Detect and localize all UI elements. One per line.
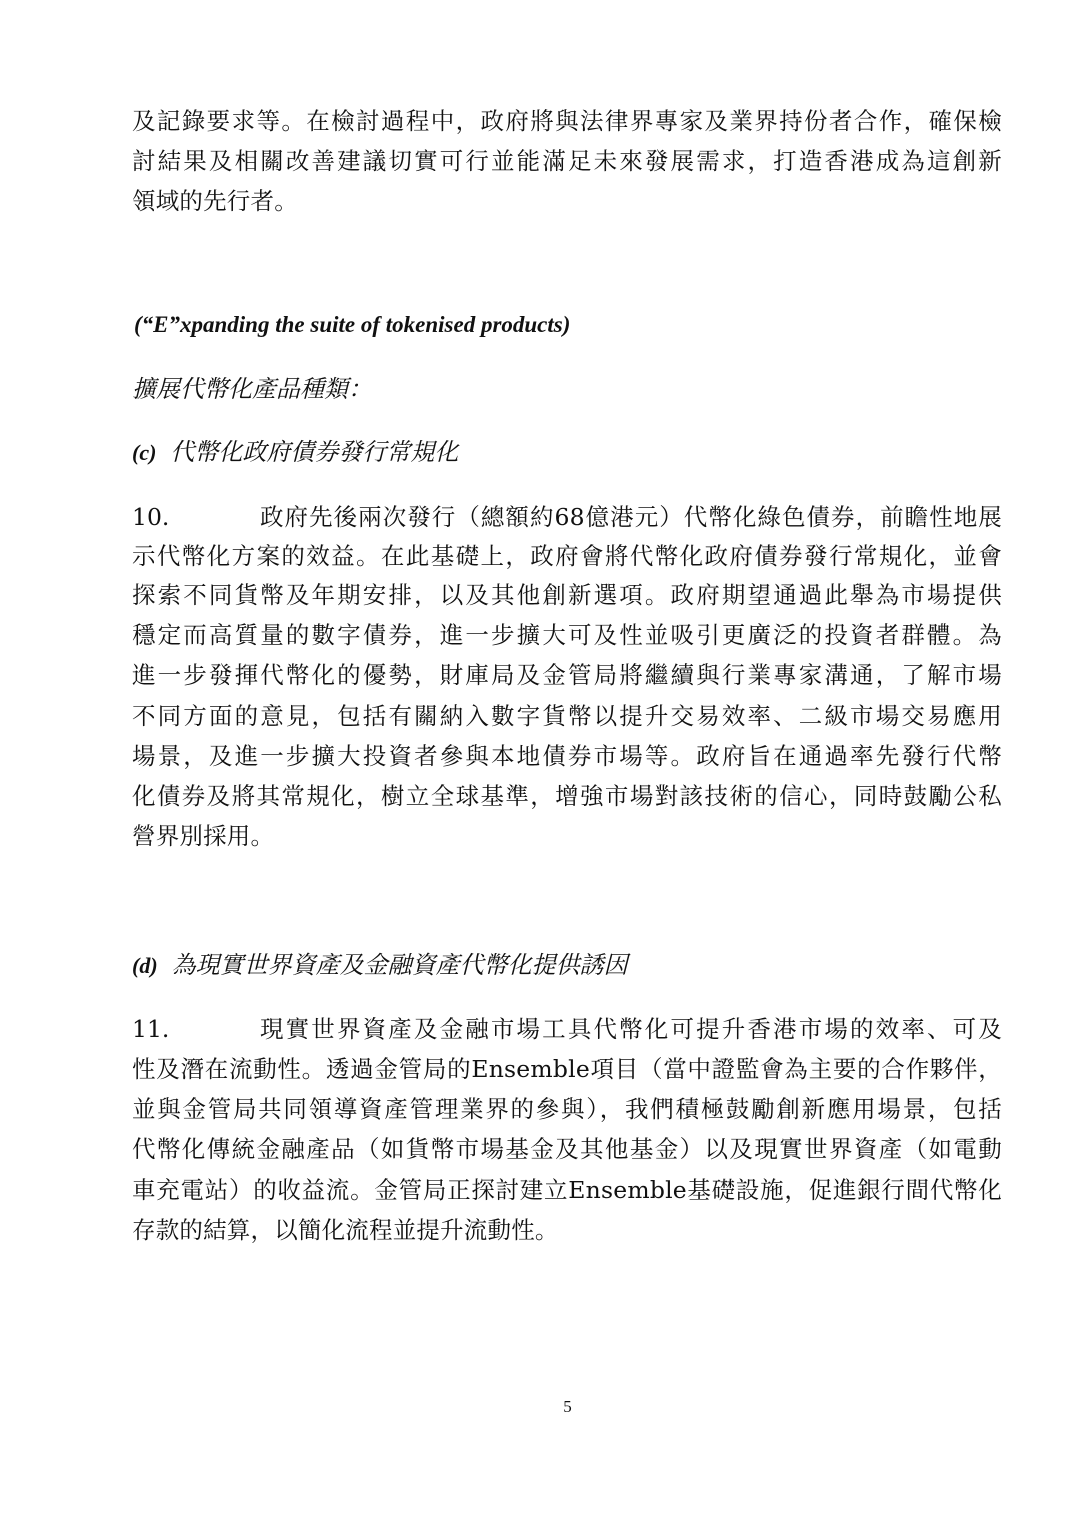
paragraph-10-number: 10. xyxy=(132,503,170,531)
subsection-d-label: (d) xyxy=(132,953,158,978)
paragraph-10-line-1: 政府先後兩次發行（總額約68億港元）代幣化綠色債券，前瞻性地展 xyxy=(260,503,1002,531)
paragraph-10-line-6: 不同方面的意見，包括有關納入數字貨幣以提升交易效率、二級市場交易應用 xyxy=(132,702,1002,730)
paragraph-10-line-3: 探索不同貨幣及年期安排，以及其他創新選項。政府期望通過此舉為市場提供 xyxy=(132,581,1002,609)
intro-line-1: 及記錄要求等。在檢討過程中，政府將與法律界專家及業界持份者合作，確保檢 xyxy=(132,107,1002,135)
paragraph-11-line-1: 現實世界資產及金融市場工具代幣化可提升香港市場的效率、可及 xyxy=(260,1015,1002,1043)
subsection-c-heading xyxy=(132,437,458,468)
subsection-c-label: (c) xyxy=(132,440,157,465)
paragraph-11-line-2: 性及潛在流動性。透過金管局的Ensemble項目（當中證監會為主要的合作夥伴， xyxy=(132,1055,1002,1083)
paragraph-10-line-5: 進一步發揮代幣化的優勢，財庫局及金管局將繼續與行業專家溝通，了解市場 xyxy=(132,661,1002,689)
paragraph-11-line-3: 並與金管局共同領導資產管理業界的參與），我們積極鼓勵創新應用場景，包括 xyxy=(132,1095,1002,1123)
paragraph-10-line-4: 穩定而高質量的數字債券，進一步擴大可及性並吸引更廣泛的投資者群體。為 xyxy=(132,621,1002,649)
intro-line-3: 領域的先行者。 xyxy=(132,187,298,215)
subsection-c-title: 代幣化政府債券發行常規化 xyxy=(170,438,459,466)
paragraph-11-number: 11. xyxy=(132,1015,170,1043)
section-chinese-heading: 擴展代幣化產品種類： xyxy=(132,375,372,403)
paragraph-11-line-6: 存款的結算，以簡化流程並提升流動性。 xyxy=(132,1216,559,1244)
paragraph-11-line-4: 代幣化傳統金融產品（如貨幣市場基金及其他基金）以及現實世界資產（如電動 xyxy=(132,1135,1002,1163)
section-english-heading: (“E”xpanding the suite of tokenised products) xyxy=(134,312,571,337)
subsection-d-heading xyxy=(132,950,628,981)
paragraph-10-line-7: 場景，及進一步擴大投資者參與本地債券市場等。政府旨在通過率先發行代幣 xyxy=(132,742,1002,770)
paragraph-10-line-9: 營界別採用。 xyxy=(132,822,275,850)
page-number: 5 xyxy=(563,1397,572,1416)
paragraph-10-line-8: 化債券及將其常規化，樹立全球基準，增強市場對該技術的信心，同時鼓勵公私 xyxy=(132,782,1002,810)
paragraph-10-line-2: 示代幣化方案的效益。在此基礎上，政府會將代幣化政府債券發行常規化，並會 xyxy=(132,542,1002,570)
intro-line-2: 討結果及相關改善建議切實可行並能滿足未來發展需求，打造香港成為這創新 xyxy=(132,147,1002,175)
subsection-d-title: 為現實世界資產及金融資產代幣化提供誘因 xyxy=(171,951,628,979)
paragraph-11-line-5: 車充電站）的收益流。金管局正探討建立Ensemble基礎設施，促進銀行間代幣化 xyxy=(132,1176,1002,1204)
